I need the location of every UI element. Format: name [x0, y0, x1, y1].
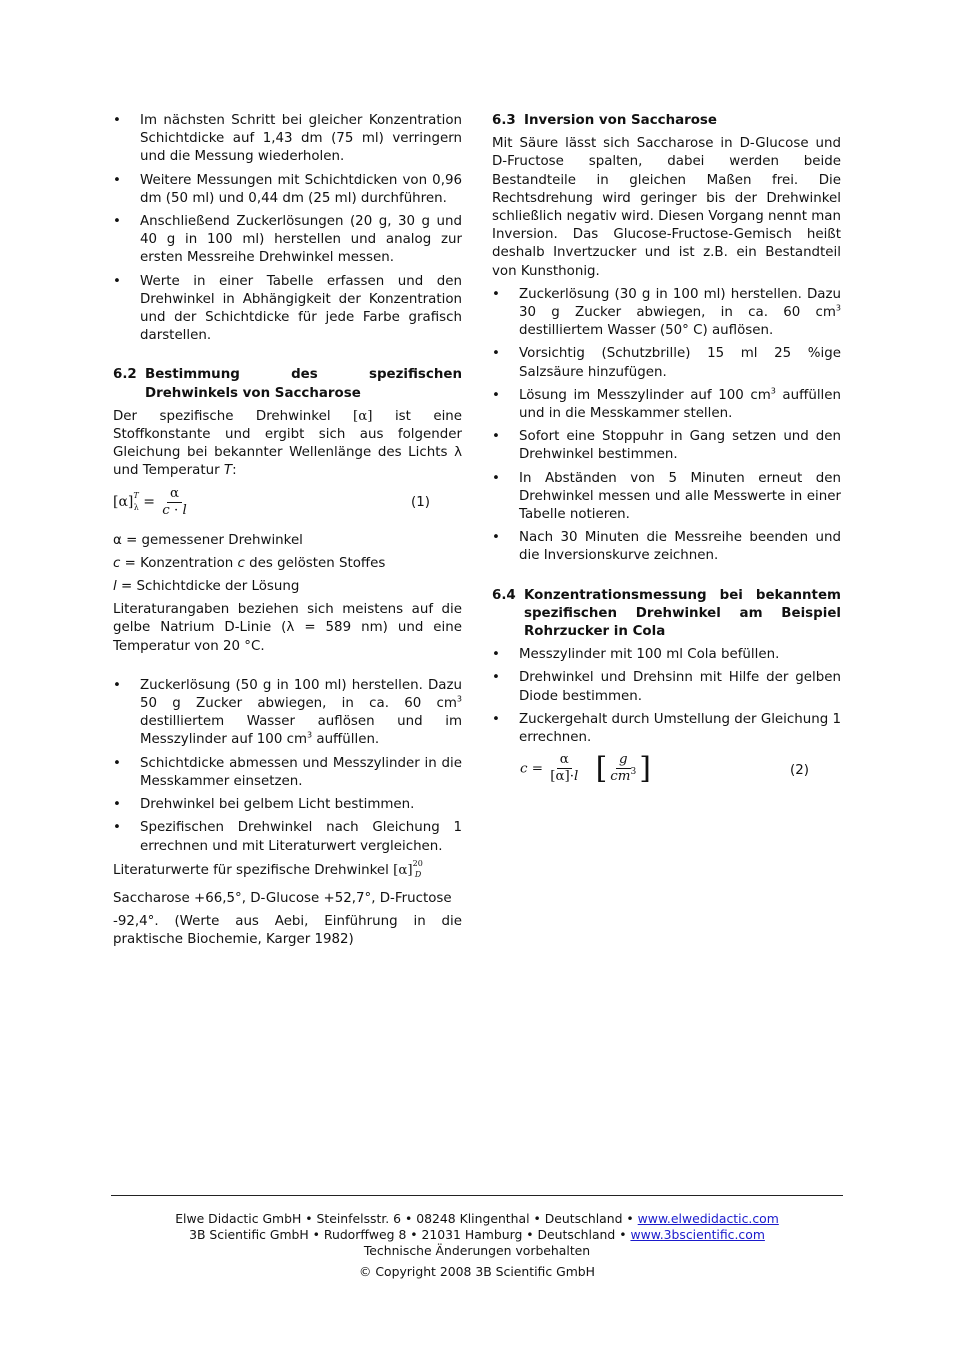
list-item: • Nach 30 Minuten die Messreihe beenden und die Inversionskurve zeichnen. [492, 529, 841, 565]
section-number: 6.4 [492, 587, 516, 603]
bullet-list-measurements [113, 112, 462, 345]
list-item: • Drehwinkel und Drehsinn mit Hilfe der gelben Diode bestimmen. [492, 669, 841, 705]
section-number: 6.2 [113, 367, 137, 383]
section-title: Konzentrationsmessung bei bekanntem spezifischen Drehwinkel am Beispiel Rohrzucker in Cola [524, 587, 841, 640]
section-title: Inversion von Saccharose [524, 113, 717, 128]
footer-line-2: 3B Scientific GmbH • Rudorffweg 8 • 21031 Hamburg • Deutschland • www.3bscientific.com [189, 1227, 765, 1242]
list-item: • Schichtdicke abmessen und Messzylinder in die Messkammer einsetzen. [113, 755, 462, 791]
section-number: 6.3 [492, 113, 516, 128]
alpha-bracket-symbol: [α] [353, 408, 373, 424]
equation-2-fraction: $\frac{\alpha}{[\alpha]\cdot l}$ [550, 752, 579, 785]
equation-number: (2) [790, 763, 809, 779]
bullet-list-specific-angle [113, 677, 462, 856]
literature-paragraph: Literaturangaben beziehen sich meistens auf die gelbe Natrium D-Linie (λ = 589 nm) und eine Temperatur von 20 °C. [113, 602, 462, 654]
alpha-bracket-symbol: $[\alpha]^{20}_D$ [393, 858, 423, 880]
list-item: • Werte in einer Tabelle erfassen und den Drehwinkel in Abhängigkeit der Konzentration und der Schichtdicke für jede Farbe grafisch darstellen. [113, 273, 462, 346]
equation-2-unit: [ $\frac{g}{cm^3}$ ] [595, 750, 651, 786]
footer-link-3bscientific[interactable]: www.3bscientific.com [630, 1227, 765, 1242]
section-heading-6-2 [113, 366, 462, 402]
list-item: • Anschließend Zuckerlösungen (20 g, 30 g und 40 g in 100 ml) herstellen und analog zur ersten Messreihe Drehwinkel messen. [113, 213, 462, 268]
definition-alpha: α = gemessener Drehwinkel [113, 532, 303, 548]
equation-2-lhs: c = [520, 761, 543, 777]
literature-values-line1: Saccharose +66,5°, D-Glucose +52,7°, D-Fructose [113, 890, 452, 906]
list-item: • Spezifischen Drehwinkel nach Gleichung 1 errechnen und mit Literaturwert vergleichen. [113, 819, 462, 855]
list-item: • Drehwinkel bei gelbem Licht bestimmen. [113, 796, 462, 814]
definition-c: c = Konzentration c des gelösten Stoffes [113, 555, 386, 571]
literature-values-line2: -92,4°. (Werte aus Aebi, Einführung in die praktische Biochemie, Karger 1982) [113, 913, 462, 947]
list-item: • Vorsichtig (Schutzbrille) 15 ml 25 %ige Salzsäure hinzufügen. [492, 345, 841, 381]
section-heading-6-3 [492, 112, 841, 130]
list-item: • Im nächsten Schritt bei gleicher Konzentration Schichtdicke auf 1,43 dm (75 ml) verringern und die Messung wiederholen. [113, 112, 462, 167]
definition-l: l = Schichtdicke der Lösung [113, 579, 300, 595]
list-item: • Zuckerlösung (30 g in 100 ml) herstellen. Dazu 30 g Zucker abwiegen, in ca. 60 $cm^3$ destilliertem Wasser (50° C) auflösen. [492, 286, 841, 341]
bullet-list-cola [492, 646, 841, 747]
equation-number: (1) [411, 494, 430, 510]
right-column [492, 112, 841, 802]
equation-2 [520, 752, 841, 798]
list-item: • Sofort eine Stoppuhr in Gang setzen und den Drehwinkel bestimmen. [492, 428, 841, 464]
list-item: • Zuckerlösung (50 g in 100 ml) herstellen. Dazu 50 g Zucker abwiegen, in ca. 60 $cm^3$ destilliertem Wasser auflösen und im Messzylinder auf 100 $cm^3$ auffüllen. [113, 677, 462, 750]
list-item: • Lösung im Messzylinder auf 100 $cm^3$ auffüllen und in die Messkammer stellen. [492, 387, 841, 423]
equation-1-lhs: $[\alpha]^T_\lambda$ = [113, 491, 155, 513]
list-item: • Weitere Messungen mit Schichtdicken von 0,96 dm (50 ml) und 0,44 dm (25 ml) durchführen. [113, 172, 462, 208]
list-item: • In Abständen von 5 Minuten erneut den Drehwinkel messen und alle Messwerte in einer Tabelle notieren. [492, 470, 841, 525]
footer-divider [111, 1195, 843, 1196]
equation-1-fraction: $\frac{\alpha}{c \cdot l}$ [162, 485, 187, 518]
intro-paragraph: Der spezifische Drehwinkel [α] ist eine Stoffkonstante und ergibt sich aus folgender Gleichung bei bekannter Wellenlänge des Lichts λ und Temperatur T: [113, 408, 463, 479]
left-column [113, 112, 462, 954]
section-heading-6-4 [492, 587, 841, 642]
footer-link-elwedidactic[interactable]: www.elwedidactic.com [637, 1211, 779, 1226]
footer-line-1: Elwe Didactic GmbH • Steinfelsstr. 6 • 08248 Klingenthal • Deutschland • www.elwedidactic.com [175, 1211, 779, 1226]
footer-copyright: © Copyright 2008 3B Scientific GmbH [359, 1264, 595, 1279]
section-title: Bestimmung des spezifischen Drehwinkels von Saccharose [145, 367, 462, 401]
bullet-list-inversion [492, 286, 841, 566]
footer [111, 1211, 843, 1280]
list-item: • Zuckergehalt durch Umstellung der Gleichung 1 errechnen. [492, 711, 841, 747]
footer-line-3: Technische Änderungen vorbehalten [363, 1243, 591, 1258]
literature-values-label: Literaturwerte für spezifische Drehwinkel $[\alpha]^{20}_D$ [113, 858, 423, 880]
equation-1 [113, 486, 462, 528]
inversion-paragraph: Mit Säure lässt sich Saccharose in D-Glucose und D-Fructose spalten, dabei werden beide Bestandteile in gleichen Maßen frei. Die Rechtsdrehung wird geringer bis der Drehwinkel schließlich negativ wird. Diesen Vorgang nennt man Inversion. Das Glucose-Fructose-Gemisch heißt deshalb Invertzucker und ist z.B. ein Bestandteil von Kunsthonig. [492, 136, 841, 279]
list-item: • Messzylinder mit 100 ml Cola befüllen. [492, 646, 841, 664]
